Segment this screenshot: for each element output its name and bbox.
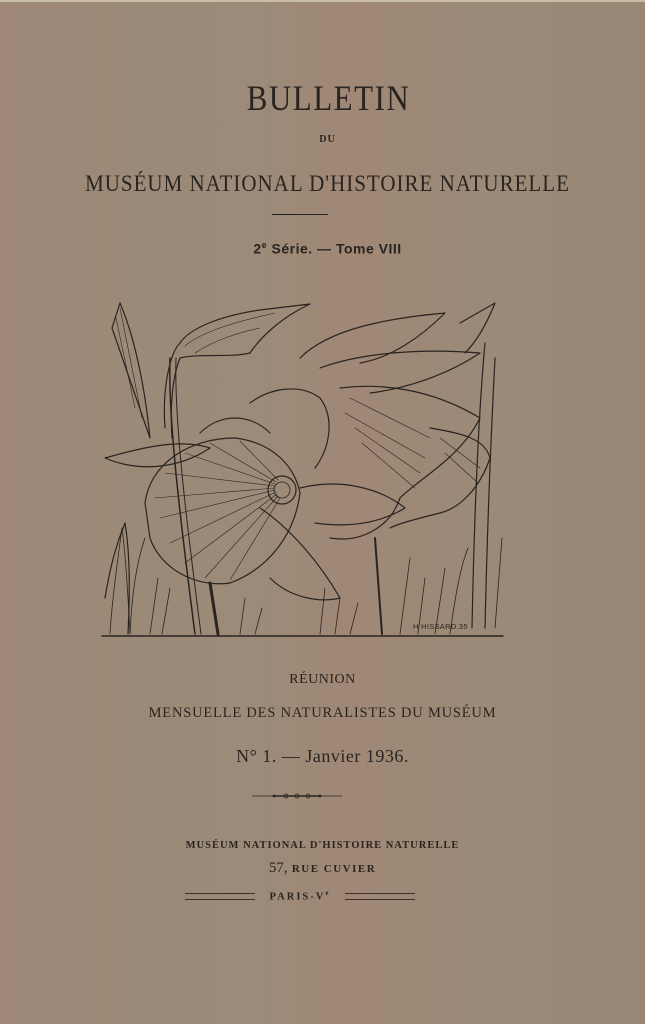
artist-signature: H HISSARD.35 [413,622,468,631]
double-rule-left [185,893,255,900]
series-label: Série. — Tome VIII [267,240,402,257]
street-number: 57, [268,860,288,876]
publisher-city [270,889,331,903]
journal-title: BULLETIN [246,78,411,119]
publisher-name: MUSÉUM NATIONAL D'HISTOIRE NATURELLE [185,840,460,851]
divider-rule [272,214,328,215]
publisher-address [0,860,645,877]
subtitle-line-2: MENSUELLE DES NATURALISTES DU MUSÉUM [148,705,497,721]
series-superscript: e [261,240,268,250]
issue-date: N° 1. — Janvier 1936. [236,746,409,766]
title-preposition: DU [319,134,336,145]
street-name: RUE CUVIER [287,863,377,875]
subtitle-line-1: RÉUNION [289,672,356,687]
daffodil-illustration [100,298,505,640]
arrondissement-mark: e [325,889,331,898]
ornament-divider-icon [252,792,342,800]
series-number: 2 [253,240,262,257]
double-rule-right [345,893,415,900]
city-text: PARIS-V [269,891,326,903]
daffodil-drawing-icon [100,298,505,640]
publisher-city-row [185,887,415,905]
series-volume [0,240,645,257]
institution-name: MUSÉUM NATIONAL D'HISTOIRE NATURELLE [85,170,570,197]
page-edge [0,0,645,2]
